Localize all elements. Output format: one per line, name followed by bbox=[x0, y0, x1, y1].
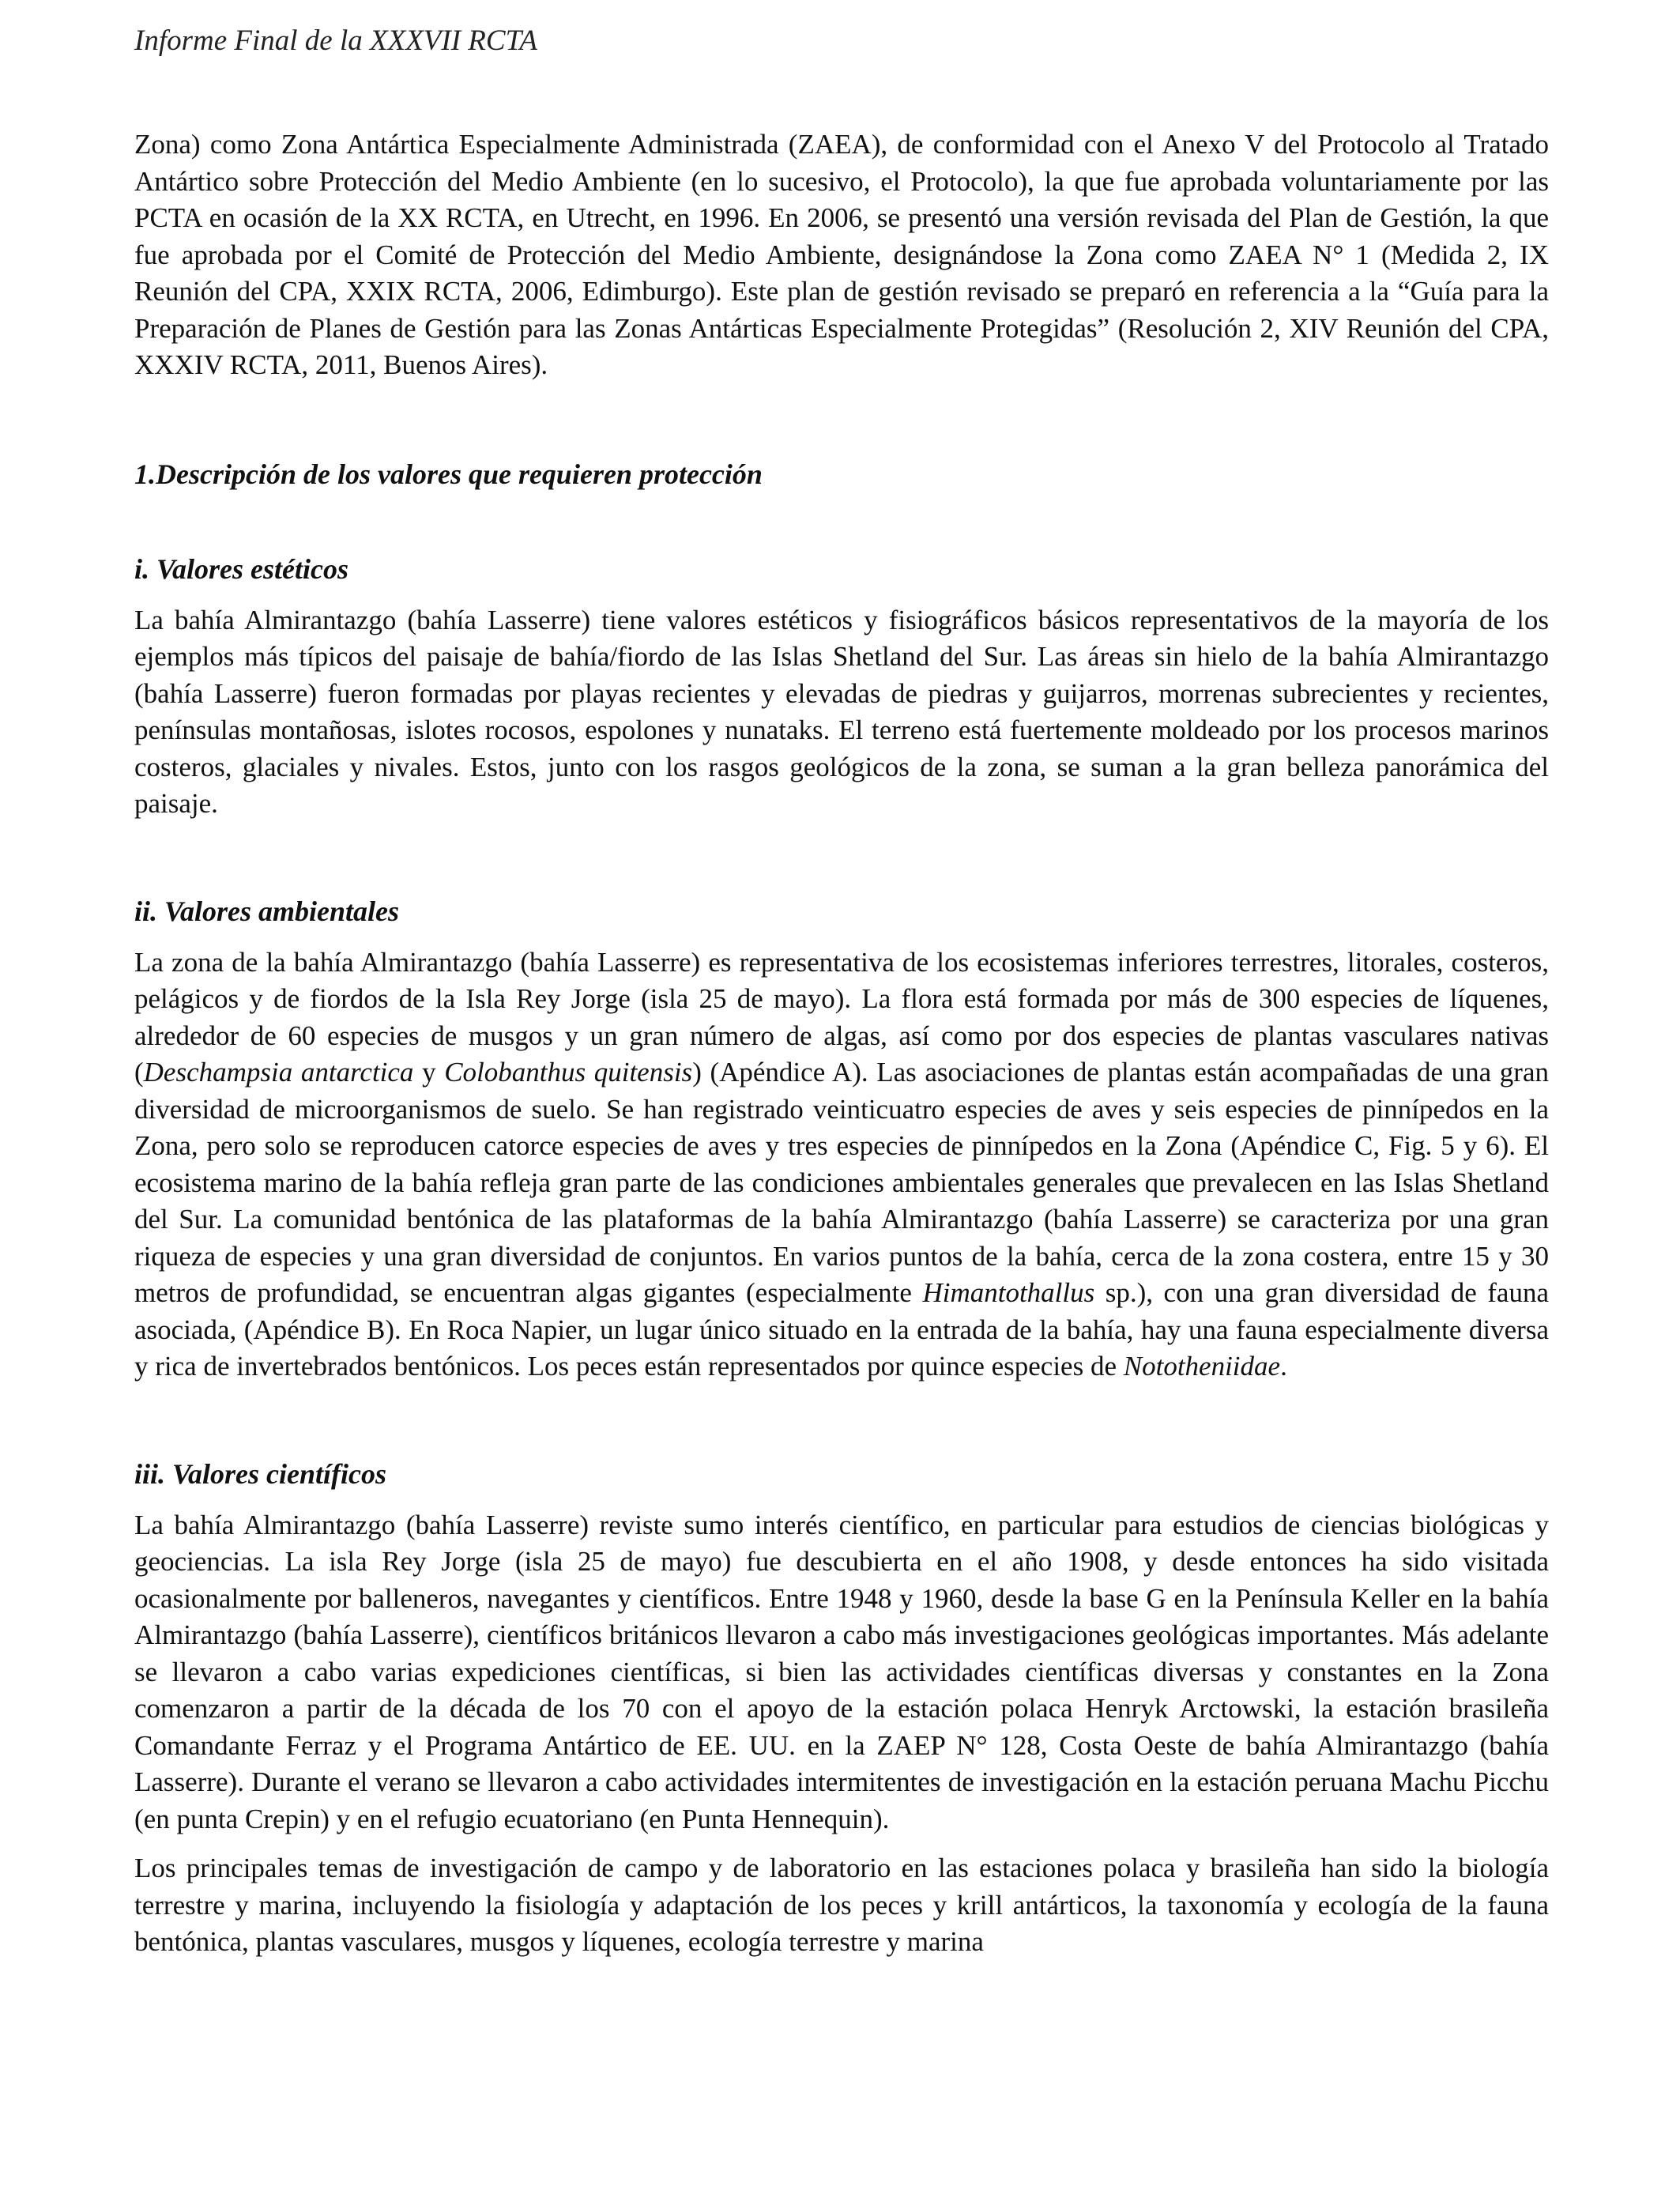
scientific-values-paragraph-1: La bahía Almirantazgo (bahía Lasserre) reviste sumo interés científico, en particular para estudios de ciencias biológicas y geociencias. La isla Rey Jorge (isla 25 de mayo) fue descubierta en el año 1908, y desde entonces ha sido visitada ocasionalmente por balleneros, navegantes y científicos. Entre 1948 y 1960, desde la base G en la Península Keller en la bahía Almirantazgo (bahía Lasserre), científicos británicos llevaron a cabo más investigaciones geológicas importantes. Más adelante se llevaron a cabo varias expediciones científicas, si bien las actividades científicas diversas y constantes en la Zona comenzaron a partir de la década de los 70 con el apoyo de la estación polaca Henryk Arctowski, la estación brasileña Comandante Ferraz y el Programa Antártico de EE. UU. en la ZAEP N° 128, Costa Oeste de bahía Almirantazgo (bahía Lasserre). Durante el verano se llevaron a cabo actividades intermitentes de investigación en la estación peruana Machu Picchu (en punta Crepin) y en el refugio ecuatoriano (en Punta Hennequin). bbox=[134, 1509, 1549, 1834]
section-heading: 1.Descripción de los valores que requieren protección bbox=[134, 458, 763, 490]
scientific-values-paragraph-2: Los principales temas de investigación de campo y de laboratorio en las estaciones polaca y brasileña han sido la biología terrestre y marina, incluyendo la fisiología y adaptación de los peces y krill antárticos, la taxonomía y ecología de la fauna bentónica, plantas vasculares, musgos y líquenes, ecología terrestre y marina bbox=[134, 1853, 1549, 1957]
document-body bbox=[134, 126, 1549, 1961]
species-name: Deschampsia antarctica bbox=[143, 1057, 414, 1088]
running-header: Informe Final de la XXXVII RCTA bbox=[134, 25, 538, 57]
text-run: y bbox=[413, 1057, 445, 1088]
environmental-values-heading: ii. Valores ambientales bbox=[134, 895, 400, 927]
family-name: Nototheniidae bbox=[1123, 1351, 1281, 1382]
paragraph-gap bbox=[134, 1838, 1549, 1850]
genus-name: Himantothallus bbox=[922, 1277, 1095, 1308]
text-run: sp.), con una gran diversidad de fauna asociada, (Apéndice B). En Roca Napier, un lugar único situado en la entrada de la bahía, hay una fauna especialmente diversa y rica de invertebrados bentónicos. Los peces están representados por quince especies de bbox=[134, 1277, 1550, 1382]
text-run: . bbox=[1280, 1351, 1287, 1382]
aesthetic-values-paragraph: La bahía Almirantazgo (bahía Lasserre) tiene valores estéticos y fisiográficos básicos representativos de la mayoría de los ejemplos más típicos del paisaje de bahía/fiordo de las Islas Shetland del Sur. Las áreas sin hielo de la bahía Almirantazgo (bahía Lasserre) fueron formadas por playas recientes y elevadas de piedras y guijarros, morrenas subrecientes y recientes, penínsulas montañosas, islotes rocosos, espolones y nunataks. El terreno está fuertemente moldeado por los procesos marinos costeros, glaciales y nivales. Estos, junto con los rasgos geológicos de la zona, se suman a la gran belleza panorámica del paisaje. bbox=[134, 604, 1549, 819]
text-run: La zona de la bahía Almirantazgo (bahía Lasserre) es representativa de los ecosistemas inferiores terrestres, litorales, costeros, pelágicos y de fiordos de la Isla Rey Jorge (isla 25 de mayo). La flora está formada por más de 300 especies de líquenes, alrededor de 60 especies de musgos y un gran número de algas, así como por dos especies de plantas vasculares nativas ( bbox=[134, 946, 1549, 1088]
species-name: Colobanthus quitensis bbox=[444, 1057, 693, 1088]
scientific-values-heading: iii. Valores científicos bbox=[134, 1457, 386, 1490]
aesthetic-values-heading: i. Valores estéticos bbox=[134, 552, 348, 585]
text-run: ) (Apéndice A). Las asociaciones de plantas están acompañadas de una gran diversidad de microorganismos de suelo. Se han registrado veinticuatro especies de aves y seis especies de pinnípedos en la Zona, pero solo se reproducen catorce especies de aves y tres especies de pinnípedos en la Zona (Apéndice C, Fig. 5 y 6). El ecosistema marino de la bahía refleja gran parte de las condiciones ambientales generales que prevalecen en las Islas Shetland del Sur. La comunidad bentónica de las plataformas de la bahía Almirantazgo (bahía Lasserre) se caracteriza por una gran riqueza de especies y una gran diversidad de conjuntos. En varios puntos de la bahía, cerca de la zona costera, entre 15 y 30 metros de profundidad, se encuentran algas gigantes (especialmente bbox=[134, 1057, 1549, 1308]
environmental-values-paragraph bbox=[134, 944, 1549, 1385]
intro-paragraph: Zona) como Zona Antártica Especialmente Administrada (ZAEA), de conformidad con el Anexo V del Protocolo al Tratado Antártico sobre Protección del Medio Ambiente (en lo sucesivo, el Protocolo), la que fue aprobada voluntariamente por las PCTA en ocasión de la XX RCTA, en Utrecht, en 1996. En 2006, se presentó una versión revisada del Plan de Gestión, la que fue aprobada por el Comité de Protección del Medio Ambiente, designándose la Zona como ZAEA N° 1 (Medida 2, IX Reunión del CPA, XXIX RCTA, 2006, Edimburgo). Este plan de gestión revisado se preparó en referencia a la “Guía para la Preparación de Planes de Gestión para las Zonas Antárticas Especialmente Protegidas” (Resolución 2, XIV Reunión del CPA, XXXIV RCTA, 2011, Buenos Aires). bbox=[134, 129, 1549, 380]
